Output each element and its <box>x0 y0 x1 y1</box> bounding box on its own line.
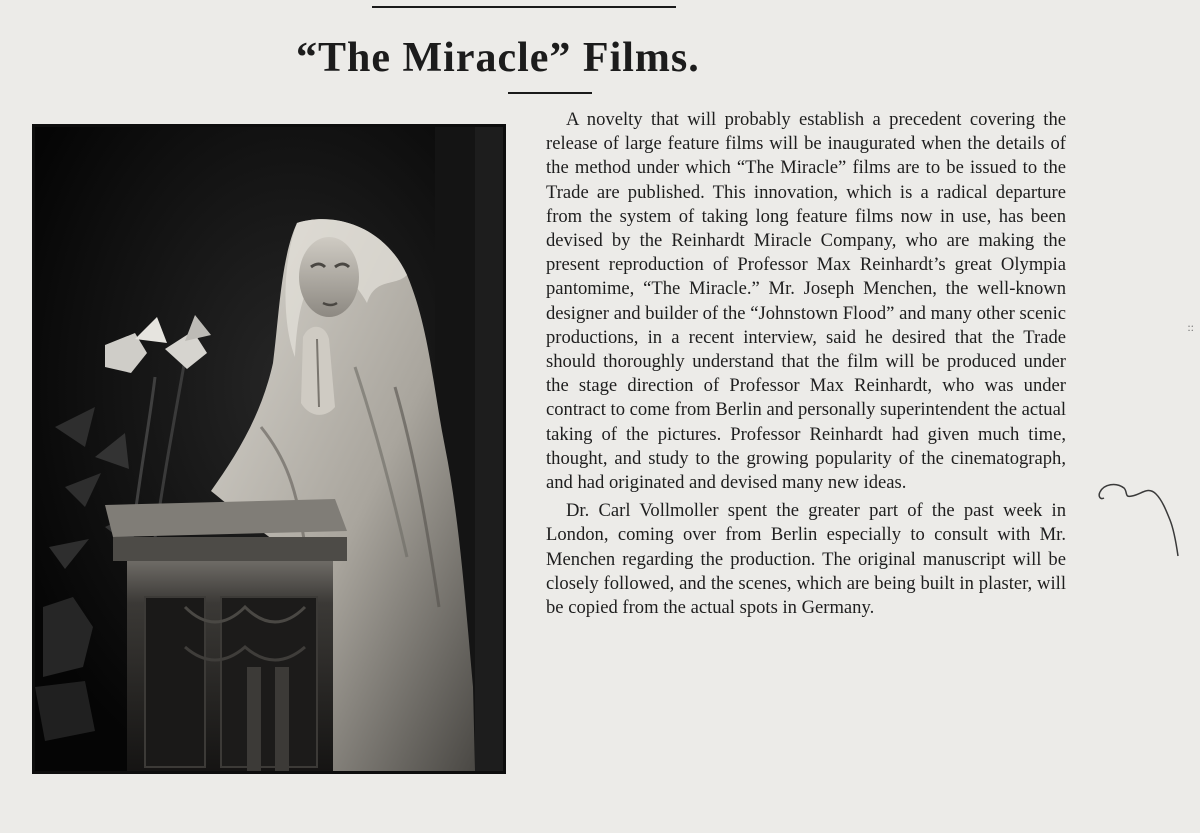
margin-mark: :: <box>1187 320 1194 334</box>
title-underline <box>508 92 592 94</box>
article-paragraph-2: Dr. Carl Vollmoller spent the greater part of the past week in London, coming over from Berlin especially to consult with Mr. Menchen regarding the production. The original manuscript will be closely followed, and the scenes, which are being built in plaster, will be copied from the actual spots in Germany. <box>546 500 1066 619</box>
article-paragraph-1: A novelty that will probably establish a precedent covering the release of large feature films will be inaugurated when the details of the method under which “The Miracle” films are to be issued to the Trade are published. This innovation, which is a radical departure from the system of taking long feature films now in use, has been devised by the Reinhardt Miracle Company, who are making the present reproduction of Professor Max Reinhardt’s great Olympia pantomime, “The Miracle.” Mr. Joseph Menchen, the well-known designer and builder of the “Johnstown Flood” and many other scenic productions, in a recent interview, said he desired that the Trade should thoroughly understand that the film will be produced under the stage direction of Professor Max Reinhardt, who was under contract to come from Berlin and personally superintendent the actual taking of the pictures. Professor Reinhardt had given much time, thought, and study to the growing popularity of the cinematograph, and had originated and devised many new ideas. <box>546 109 1066 494</box>
photograph-illustration <box>35 127 503 771</box>
pen-scribble-mark <box>1094 476 1190 566</box>
top-rule <box>372 6 676 8</box>
nun-praying-photograph <box>32 124 506 774</box>
article-body <box>546 108 1066 620</box>
article-title: “The Miracle” Films. <box>296 35 700 81</box>
